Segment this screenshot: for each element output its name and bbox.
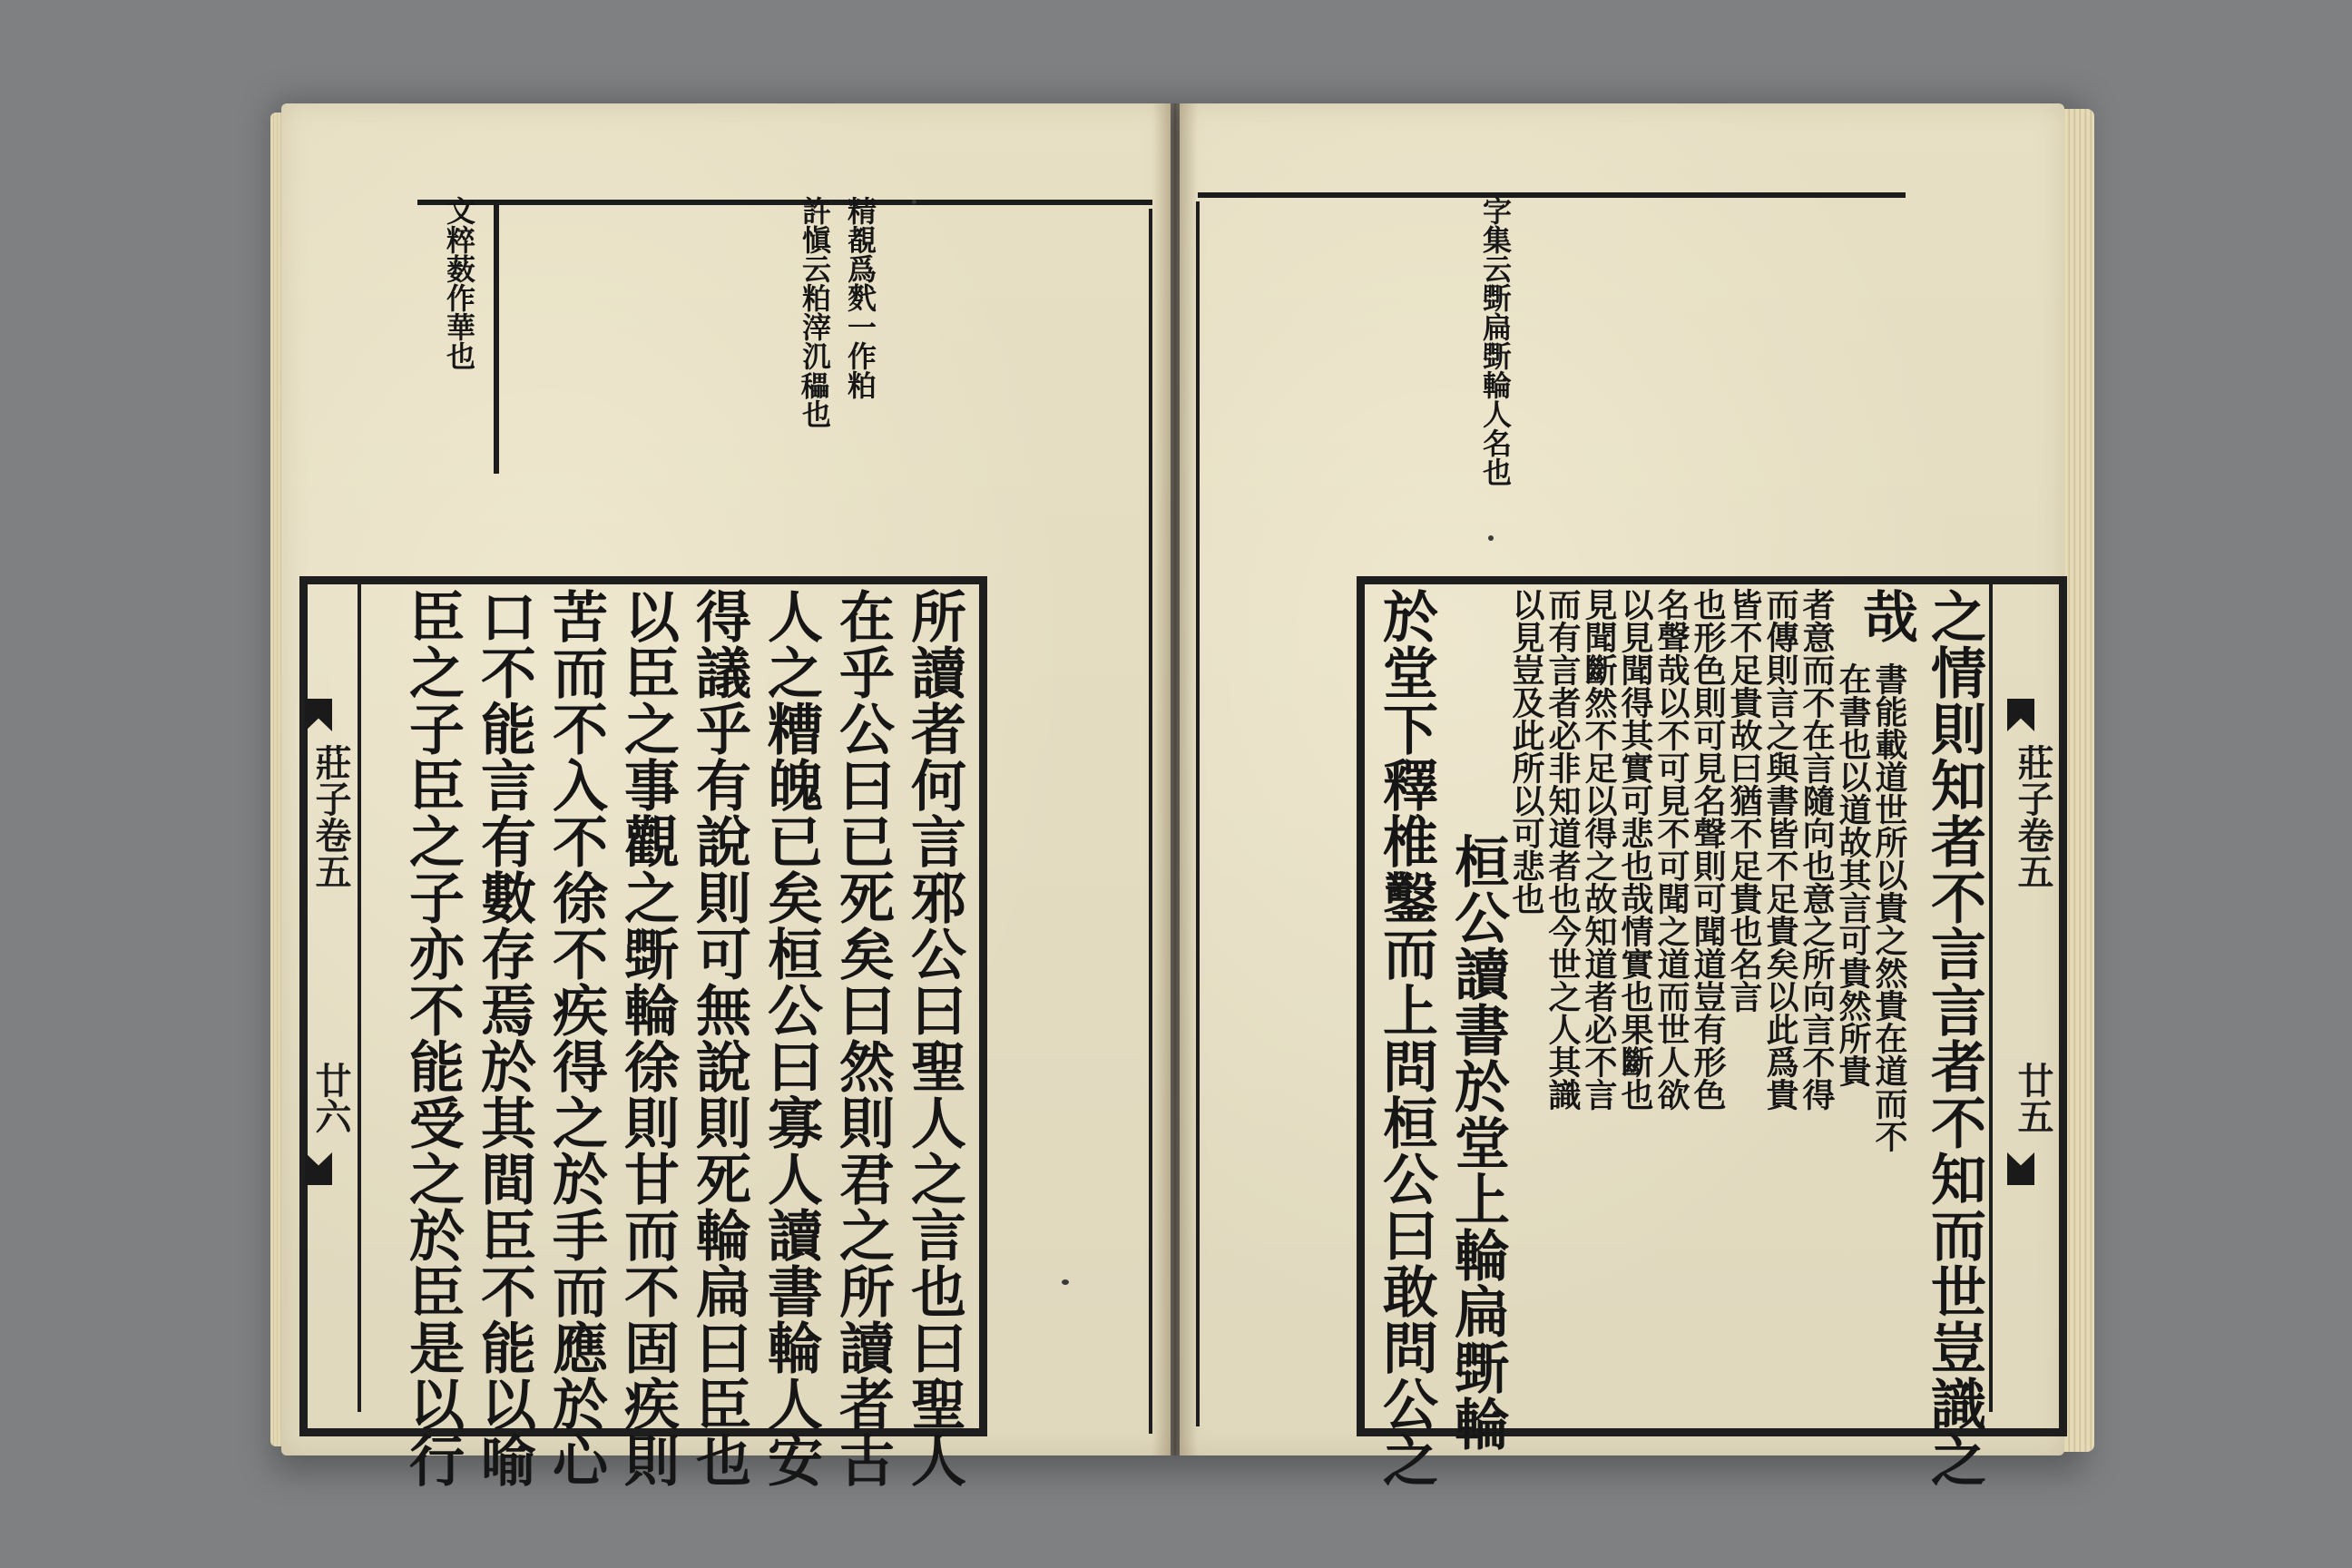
right-main-column-2: 哉 [1854,588,1918,644]
right-header-rule [1198,192,1906,198]
right-note-column-6: 也形色則可見名聲則可聞道豈有形色 [1689,588,1727,1111]
right-note-column-9: 見聞斷然不足以得之故知道者必不言 [1580,588,1618,1111]
right-center-title: 莊子卷五 [2012,744,2054,889]
right-note-column-7: 名聲哉以不可見不可聞之道而世人欲 [1652,588,1690,1111]
right-note-column-11: 以見豈及此所以可悲也 [1507,588,1545,915]
paper-speck [1488,535,1494,541]
left-main-column-2: 在乎公曰已死矣曰然則君之所讀者古 [830,588,895,1488]
right-note-column-1: 書能載道世所以貴之然貴在道而不 [1870,662,1908,1152]
right-note-column-2: 在書也以道故其言可貴然所貴 [1834,662,1872,1087]
left-header-rule-short [494,201,499,474]
right-main-column-4: 於堂下釋椎鑿而上問桓公曰敢問公之 [1374,588,1438,1488]
right-note-column-3: 者意而不在言隨向也意之所向言不得 [1798,588,1836,1111]
right-note-column-8: 以見聞得其實可悲也哉情實也果斷也 [1616,588,1654,1111]
right-main-column-1: 之情則知者不言言者不知而世豈識之 [1922,588,1986,1488]
left-main-column-8: 臣之子臣之子亦不能受之於臣是以行 [400,588,465,1488]
left-header-note-1: 文粹薮作華也 [442,196,476,370]
left-main-column-5: 以臣之事觀之斲輪徐則甘而不固疾則 [615,588,680,1488]
book-gutter [1152,103,1198,1455]
right-note-column-10: 而有言者必非知道者也今世之人其識 [1544,588,1582,1111]
left-center-page-number: 廿六 [309,1062,352,1134]
right-header-note-1: 字集云斲扁斲輪人名也 [1478,196,1513,486]
paper-speck [912,200,916,204]
left-page-right-border [1149,209,1152,1434]
right-note-column-5: 皆不足貴故曰猶不足貴也名言 [1725,588,1763,1013]
left-center-column-line [358,584,361,1412]
left-center-title: 莊子卷五 [309,744,352,889]
right-page-left-border [1196,201,1200,1426]
left-header-rule [417,200,1152,205]
right-note-column-4: 而傳則言之與書皆不足貴矣以此爲貴 [1761,588,1799,1111]
left-header-note-3: 許愼云粕滓㲹𥣬也 [798,196,832,428]
left-main-column-4: 得議乎有說則可無說則死輪扁曰臣也 [687,588,751,1488]
right-main-column-3: 桓公讀書於堂上輪扁斲輪 [1446,833,1510,1452]
left-main-column-6: 苦而不入不徐不疾得之於手而應於心 [544,588,608,1488]
left-main-column-1: 所讀者何言邪公曰聖人之言也曰聖人 [902,588,966,1488]
right-center-column-line [1989,584,1993,1412]
right-center-page-number: 廿五 [2012,1062,2054,1134]
paper-speck [1062,1279,1069,1285]
left-main-column-3: 人之糟魄已矣桓公曰寡人讀書輪人安 [759,588,823,1488]
left-header-note-2: 精覩爲䴬一作粕 [843,196,877,399]
left-main-column-7: 口不能言有數存焉於其間臣不能以喻 [472,588,536,1488]
